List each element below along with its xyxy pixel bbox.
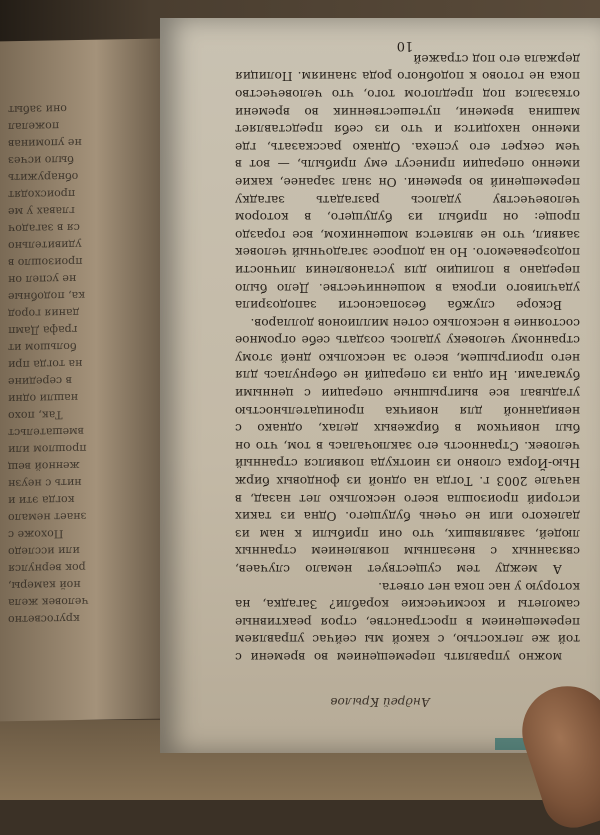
left-page-text: кругосветно человек жела ной камеры, рок вернулся или исследо Похоже с знает немало когда эти и нить с неузн женной вещ прошлом или вмешательст Так, похо нашли одни в середине на тогда при большом ит графа Дамп дания город ка, подобные не успел он произошло в удивительно ся в загадоч главах у ме происходят обнаружить было исчез не упоминав пожелал они забыт	[8, 102, 89, 627]
page-content-rotated	[160, 18, 600, 753]
paragraph: А между тем существует немало случаев, связанных с внезапным появлением странных людей, заявлявших, что они прибыли к нам из далекого или не очень будущего. Одна из таких историй произошла всего несколько лет назад, в начале 2003 г. Тогда на одной из фондовых бирж Нью-Йорка словно из ниоткуда появился странный человек. Странность его заключалась в том, что он был новичком в биржевых делах, однако с невиданной для новичка проницательностью угадывал все выигрышные операции с ценными бумагами. Ни одна из операций не обернулась для него проигрышем, всего за несколько дней этому странному человеку удалось создать себе огромное состояние в несколько сотен миллионов долларов.	[235, 315, 580, 577]
running-head: Андрей Крылов	[330, 695, 430, 709]
body-text	[235, 49, 580, 665]
page-number: 10	[396, 38, 414, 53]
paragraph: Вскоре служба безопасности заподозрила удачливого игрока в мошенничестве. Дело было передано в полицию для установления личности подозреваемого. Но на допросе загадочный человек заявил, что не является мошенником, все гораздо проще: он прибыл из будущего, в котором человечеству удалось разгадать загадку перемещений во времени. Он знал заранее, какие именно операции принесут ему прибыль, — вот в чем секрет его успеха. Однако рассказать, где именно находится и что из себя представляет машина времени, путешественник во времени отказался под предлогом того, что человечество пока не готово к подобного рода знаниям. Полиция держала его под стражей	[235, 51, 580, 313]
left-page	[0, 39, 160, 722]
paragraph: можно управлять перемещением во времени с той же легкостью, с какой мы сейчас управляем перемещением в пространстве, строя реактивные самолеты и космические корабли? Загадка, на которую у нас пока нет ответа.	[235, 579, 580, 664]
book-page	[160, 18, 600, 753]
